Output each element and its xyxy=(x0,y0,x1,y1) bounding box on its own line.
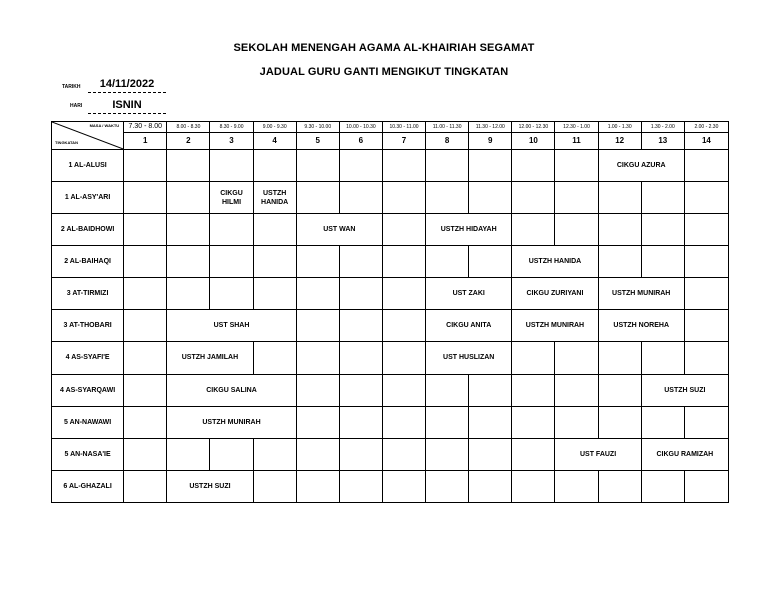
period-time: 7.30 - 8.00 xyxy=(124,122,166,133)
period-header-10 xyxy=(512,122,555,150)
empty-slot xyxy=(684,246,728,278)
period-header-12 xyxy=(598,122,641,150)
class-row xyxy=(52,278,729,310)
empty-slot xyxy=(684,278,728,310)
empty-slot xyxy=(598,342,641,374)
period-header-11 xyxy=(555,122,598,150)
empty-slot xyxy=(426,406,469,438)
empty-slot xyxy=(555,150,598,182)
empty-slot xyxy=(598,374,641,406)
empty-slot xyxy=(124,246,167,278)
empty-slot xyxy=(684,310,728,342)
empty-slot xyxy=(167,246,210,278)
class-row xyxy=(52,310,729,342)
relief-teacher-cell: USTZH HIDAYAH xyxy=(426,214,512,246)
empty-slot xyxy=(253,470,296,502)
period-number: 9 xyxy=(488,136,493,145)
empty-slot xyxy=(339,150,382,182)
empty-slot xyxy=(339,342,382,374)
relief-teacher-cell: CIKGU RAMIZAH xyxy=(641,438,728,470)
empty-slot xyxy=(684,150,728,182)
empty-slot xyxy=(382,342,425,374)
period-header-4 xyxy=(253,122,296,150)
empty-slot xyxy=(555,374,598,406)
relief-teacher-cell: CIKGU ANITA xyxy=(426,310,512,342)
empty-slot xyxy=(296,470,339,502)
period-time: 10.00 - 10.30 xyxy=(340,122,382,133)
day-value: ISNIN xyxy=(88,99,166,114)
empty-slot xyxy=(382,374,425,406)
empty-slot xyxy=(641,214,684,246)
empty-slot xyxy=(382,438,425,470)
period-time: 9.30 - 10.00 xyxy=(297,122,339,133)
empty-slot xyxy=(339,470,382,502)
period-time: 8.00 - 8.30 xyxy=(167,122,209,133)
empty-slot xyxy=(210,214,253,246)
empty-slot xyxy=(296,278,339,310)
class-name: 5 AN-NASA'IE xyxy=(52,438,124,470)
empty-slot xyxy=(339,374,382,406)
empty-slot xyxy=(124,374,167,406)
empty-slot xyxy=(426,150,469,182)
empty-slot xyxy=(124,438,167,470)
empty-slot xyxy=(598,406,641,438)
empty-slot xyxy=(641,470,684,502)
empty-slot xyxy=(512,406,555,438)
period-number: 14 xyxy=(701,136,711,145)
period-time: 10.30 - 11.00 xyxy=(383,122,425,133)
empty-slot xyxy=(426,182,469,214)
empty-slot xyxy=(253,214,296,246)
relief-teacher-cell: USTZH MUNIRAH xyxy=(167,406,296,438)
empty-slot xyxy=(684,470,728,502)
period-number: 8 xyxy=(444,136,450,145)
period-header-2 xyxy=(167,122,210,150)
empty-slot xyxy=(167,182,210,214)
empty-slot xyxy=(641,246,684,278)
empty-slot xyxy=(512,214,555,246)
empty-slot xyxy=(684,214,728,246)
relief-teacher-cell: CIKGU ZURIYANI xyxy=(512,278,598,310)
date-value: 14/11/2022 xyxy=(88,78,166,93)
empty-slot xyxy=(598,182,641,214)
class-row xyxy=(52,342,729,374)
class-name: 5 AN-NAWAWI xyxy=(52,406,124,438)
period-time: 1.30 - 2.00 xyxy=(642,122,684,133)
empty-slot xyxy=(253,278,296,310)
empty-slot xyxy=(641,406,684,438)
empty-slot xyxy=(167,438,210,470)
empty-slot xyxy=(124,150,167,182)
empty-slot xyxy=(684,406,728,438)
class-row xyxy=(52,246,729,278)
relief-teacher-cell: USTZH SUZI xyxy=(641,374,728,406)
empty-slot xyxy=(426,246,469,278)
empty-slot xyxy=(296,438,339,470)
empty-slot xyxy=(296,374,339,406)
empty-slot xyxy=(512,150,555,182)
empty-slot xyxy=(382,278,425,310)
empty-slot xyxy=(382,150,425,182)
relief-teacher-cell: USTZH MUNIRAH xyxy=(598,278,684,310)
empty-slot xyxy=(124,182,167,214)
class-name: 3 AT-TIRMIZI xyxy=(52,278,124,310)
period-header-14 xyxy=(684,122,728,150)
empty-slot xyxy=(469,182,512,214)
period-number: 1 xyxy=(143,136,148,145)
empty-slot xyxy=(296,246,339,278)
empty-slot xyxy=(382,246,425,278)
empty-slot xyxy=(167,278,210,310)
empty-slot xyxy=(210,246,253,278)
period-header-3 xyxy=(210,122,253,150)
corner-cell xyxy=(52,122,124,150)
class-name: 2 AL-BAIHAQI xyxy=(52,246,124,278)
period-number: 5 xyxy=(315,136,320,145)
school-title: SEKOLAH MENENGAH AGAMA AL-KHAIRIAH SEGAMAT xyxy=(233,42,535,54)
empty-slot xyxy=(469,438,512,470)
period-time: 11.30 - 12.00 xyxy=(469,122,511,133)
empty-slot xyxy=(210,438,253,470)
empty-slot xyxy=(555,406,598,438)
class-name: 1 AL-ALUSI xyxy=(52,150,124,182)
class-row xyxy=(52,150,729,182)
period-time: 9.00 - 9.30 xyxy=(254,122,296,133)
empty-slot xyxy=(512,374,555,406)
empty-slot xyxy=(167,214,210,246)
relief-teacher-cell: USTZH HANIDA xyxy=(512,246,598,278)
empty-slot xyxy=(684,342,728,374)
empty-slot xyxy=(339,182,382,214)
empty-slot xyxy=(598,246,641,278)
empty-slot xyxy=(382,182,425,214)
period-header-1 xyxy=(124,122,167,150)
empty-slot xyxy=(210,278,253,310)
timetable-title: JADUAL GURU GANTI MENGIKUT TINGKATAN xyxy=(259,66,509,78)
class-row xyxy=(52,438,729,470)
empty-slot xyxy=(253,438,296,470)
relief-timetable xyxy=(51,121,729,503)
empty-slot xyxy=(296,182,339,214)
relief-teacher-cell: USTZH SUZI xyxy=(167,470,253,502)
class-axis-label: TINGKATAN xyxy=(55,139,78,145)
empty-slot xyxy=(124,470,167,502)
empty-slot xyxy=(555,342,598,374)
day-label: HARI xyxy=(70,103,83,109)
period-time: 2.00 - 2.30 xyxy=(685,122,728,133)
empty-slot xyxy=(296,310,339,342)
empty-slot xyxy=(426,438,469,470)
empty-slot xyxy=(598,470,641,502)
empty-slot xyxy=(512,182,555,214)
empty-slot xyxy=(124,342,167,374)
empty-slot xyxy=(469,150,512,182)
header-row xyxy=(52,122,729,150)
empty-slot xyxy=(124,310,167,342)
empty-slot xyxy=(598,214,641,246)
period-time: 8.30 - 9.00 xyxy=(210,122,252,133)
empty-slot xyxy=(296,150,339,182)
empty-slot xyxy=(124,278,167,310)
empty-slot xyxy=(339,246,382,278)
empty-slot xyxy=(339,406,382,438)
period-number: 10 xyxy=(528,136,538,145)
relief-teacher-cell: USTZH MUNIRAH xyxy=(512,310,598,342)
class-row xyxy=(52,214,729,246)
empty-slot xyxy=(469,246,512,278)
relief-teacher-cell: UST WAN xyxy=(296,214,382,246)
empty-slot xyxy=(512,342,555,374)
period-number: 13 xyxy=(658,136,668,145)
date-label: TARIKH xyxy=(62,84,81,90)
relief-teacher-cell: USTZH HANIDA xyxy=(253,182,296,214)
class-row xyxy=(52,406,729,438)
period-header-5 xyxy=(296,122,339,150)
period-number: 11 xyxy=(572,136,581,145)
empty-slot xyxy=(469,470,512,502)
period-number: 3 xyxy=(229,136,234,145)
empty-slot xyxy=(512,470,555,502)
period-header-7 xyxy=(382,122,425,150)
class-name: 6 AL-GHAZALI xyxy=(52,470,124,502)
empty-slot xyxy=(382,406,425,438)
class-row xyxy=(52,374,729,406)
class-row xyxy=(52,182,729,214)
empty-slot xyxy=(253,342,296,374)
relief-teacher-cell: UST HUSLIZAN xyxy=(426,342,512,374)
period-number: 12 xyxy=(615,136,625,145)
period-header-13 xyxy=(641,122,684,150)
empty-slot xyxy=(382,470,425,502)
relief-teacher-cell: USTZH NOREHA xyxy=(598,310,684,342)
empty-slot xyxy=(339,278,382,310)
empty-slot xyxy=(426,470,469,502)
empty-slot xyxy=(253,246,296,278)
period-number: 4 xyxy=(272,136,277,145)
empty-slot xyxy=(253,150,296,182)
period-number: 2 xyxy=(186,136,191,145)
relief-teacher-cell: UST ZAKI xyxy=(426,278,512,310)
class-name: 4 AS-SYARQAWI xyxy=(52,374,124,406)
relief-teacher-cell: CIKGU AZURA xyxy=(598,150,684,182)
period-number: 7 xyxy=(401,136,407,145)
relief-teacher-cell: UST FAUZI xyxy=(555,438,641,470)
class-name: 4 AS-SYAFI'E xyxy=(52,342,124,374)
relief-teacher-cell: CIKGU HILMI xyxy=(210,182,253,214)
empty-slot xyxy=(469,406,512,438)
class-name: 1 AL-ASY'ARI xyxy=(52,182,124,214)
empty-slot xyxy=(641,182,684,214)
empty-slot xyxy=(382,214,425,246)
empty-slot xyxy=(512,438,555,470)
empty-slot xyxy=(555,214,598,246)
period-time: 1.00 - 1.30 xyxy=(599,122,641,133)
empty-slot xyxy=(124,406,167,438)
period-header-9 xyxy=(469,122,512,150)
period-header-6 xyxy=(339,122,382,150)
empty-slot xyxy=(167,150,210,182)
period-header-8 xyxy=(426,122,469,150)
relief-teacher-cell: UST SHAH xyxy=(167,310,296,342)
relief-teacher-cell: CIKGU SALINA xyxy=(167,374,296,406)
time-axis-label: MASA / WAKTU xyxy=(89,123,120,128)
empty-slot xyxy=(641,342,684,374)
empty-slot xyxy=(426,374,469,406)
period-time: 11.00 - 11.30 xyxy=(426,122,468,133)
empty-slot xyxy=(555,182,598,214)
empty-slot xyxy=(382,310,425,342)
empty-slot xyxy=(555,470,598,502)
period-time: 12.00 - 12.30 xyxy=(512,122,554,133)
relief-teacher-cell: USTZH JAMILAH xyxy=(167,342,253,374)
empty-slot xyxy=(210,150,253,182)
empty-slot xyxy=(296,342,339,374)
class-name: 2 AL-BAIDHOWI xyxy=(52,214,124,246)
period-time: 12.30 - 1.00 xyxy=(555,122,597,133)
empty-slot xyxy=(339,438,382,470)
empty-slot xyxy=(339,310,382,342)
period-number: 6 xyxy=(358,136,364,145)
empty-slot xyxy=(124,214,167,246)
empty-slot xyxy=(469,374,512,406)
empty-slot xyxy=(684,182,728,214)
class-row xyxy=(52,470,729,502)
empty-slot xyxy=(296,406,339,438)
class-name: 3 AT-THOBARI xyxy=(52,310,124,342)
